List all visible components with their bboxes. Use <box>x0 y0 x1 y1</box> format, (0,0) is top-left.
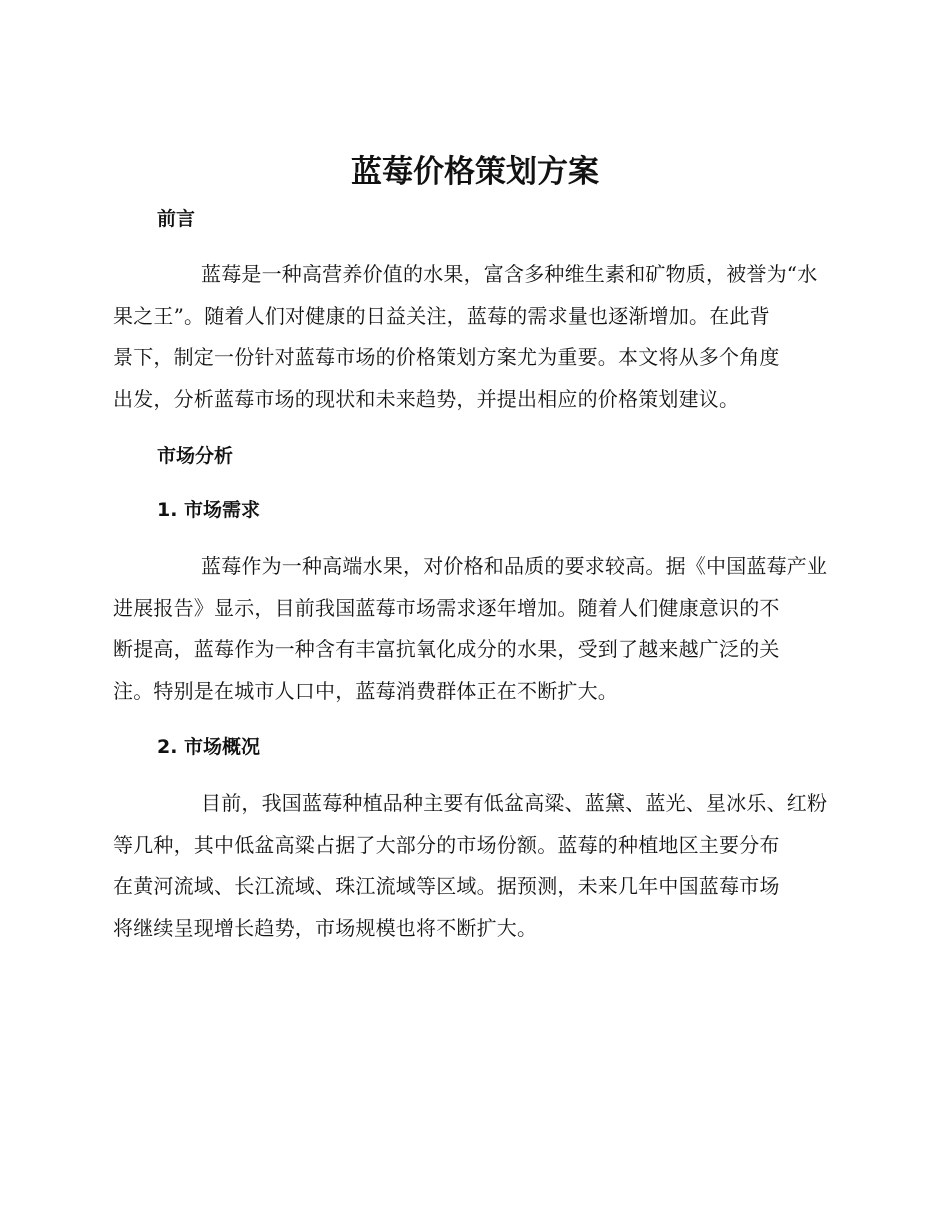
paragraph-line: 在黄河流域、长江流域、珠江流域等区域。据预测，未来几年中国蓝莓市场 <box>113 874 780 898</box>
paragraph-line: 景下，制定一份针对蓝莓市场的价格策划方案尤为重要。本文将从多个角度 <box>113 345 780 369</box>
section-heading-market-analysis: 市场分析 <box>157 445 234 467</box>
paragraph-line: 蓝莓是一种高营养价值的水果，富含多种维生素和矿物质，被誉为“水 <box>201 262 818 286</box>
section-heading-preface: 前言 <box>157 208 196 230</box>
paragraph-preface <box>113 254 829 420</box>
paragraph-line: 断提高，蓝莓作为一种含有丰富抗氧化成分的水果，受到了越来越广泛的关 <box>113 637 780 661</box>
paragraph-line: 蓝莓作为一种高端水果，对价格和品质的要求较高。据《中国蓝莓产业 <box>201 554 828 578</box>
paragraph-line: 等几种，其中低盆高粱占据了大部分的市场份额。蓝莓的种植地区主要分布 <box>113 832 780 857</box>
paragraph-line: 出发，分析蓝莓市场的现状和未来趋势，并提出相应的价格策划建议。 <box>113 386 740 411</box>
section-heading-market-overview: 2. 市场概况 <box>157 736 261 758</box>
paragraph-market-overview <box>113 783 829 949</box>
paragraph-line: 果之王”。随着人们对健康的日益关注，蓝莓的需求量也逐渐增加。在此背 <box>113 303 770 328</box>
document-title: 蓝莓价格策划方案 <box>351 154 599 190</box>
paragraph-line: 将继续呈现增长趋势，市场规模也将不断扩大。 <box>113 915 538 940</box>
paragraph-line: 目前，我国蓝莓种植品种主要有低盆高粱、蓝黛、蓝光、星冰乐、红粉 <box>201 791 828 815</box>
section-heading-market-demand: 1. 市场需求 <box>157 499 261 521</box>
paragraph-line: 进展报告》显示，目前我国蓝莓市场需求逐年增加。随着人们健康意识的不 <box>113 595 780 620</box>
paragraph-line: 注。特别是在城市人口中，蓝莓消费群体正在不断扩大。 <box>113 678 618 703</box>
paragraph-market-demand <box>113 546 829 712</box>
